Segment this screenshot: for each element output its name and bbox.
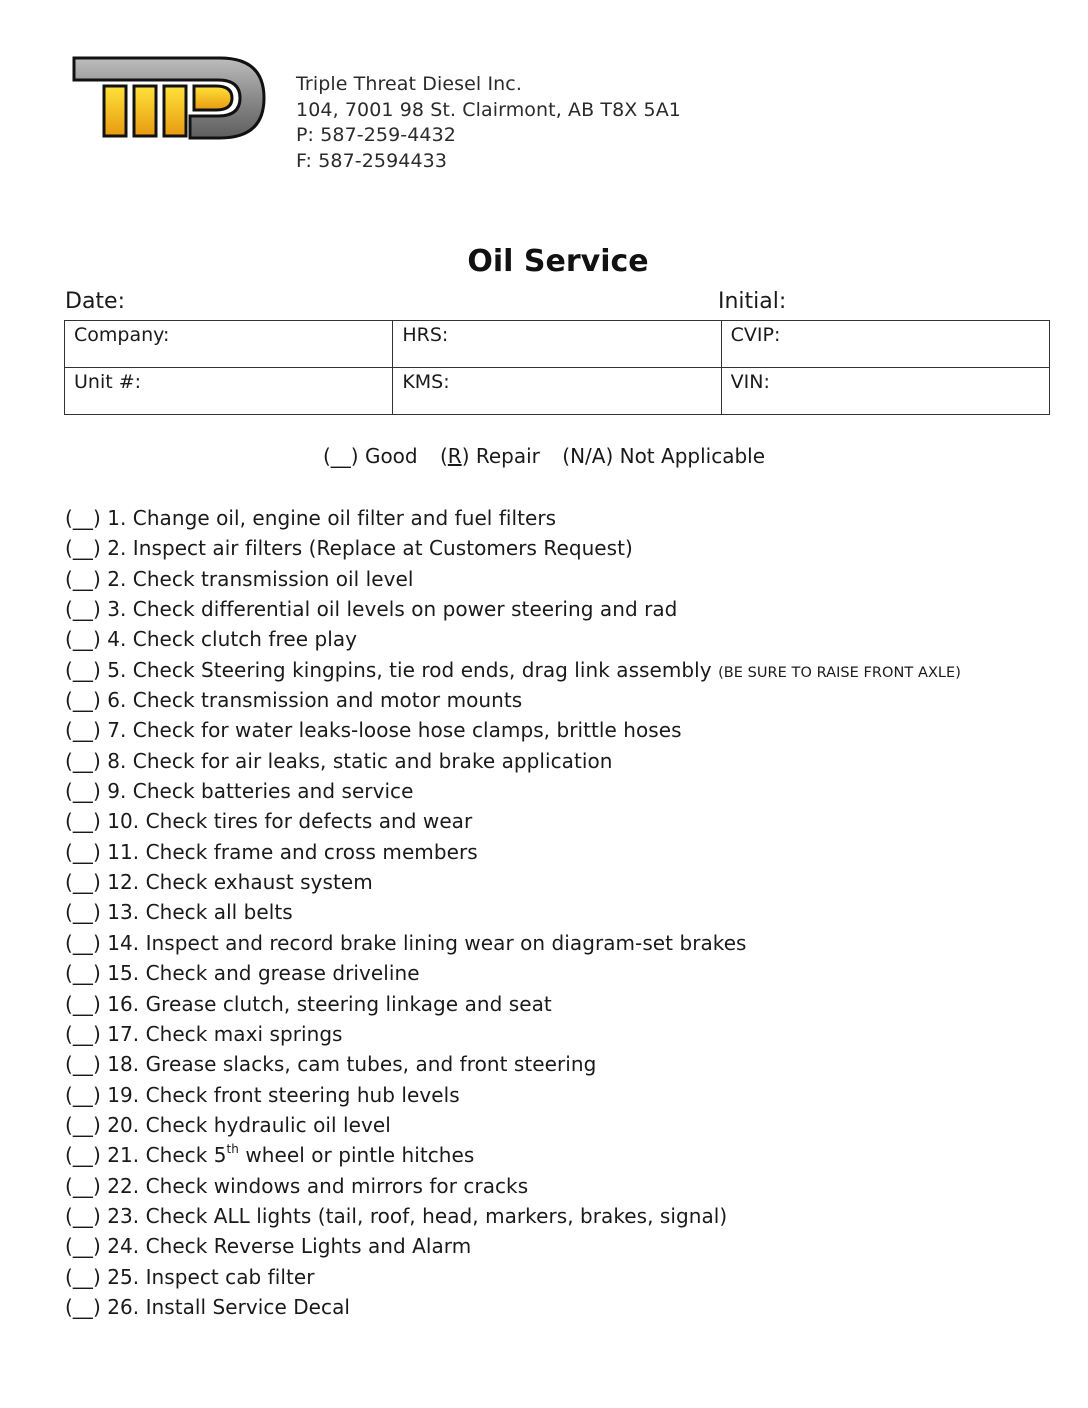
- list-item[interactable]: (__) 26. Install Service Decal: [65, 1294, 350, 1319]
- list-item[interactable]: (__) 14. Inspect and record brake lining wear on diagram-set brakes: [65, 930, 747, 955]
- list-item[interactable]: (__) 25. Inspect cab filter: [65, 1264, 315, 1289]
- company-info: [296, 72, 681, 174]
- hrs-field[interactable]: HRS:: [393, 321, 721, 368]
- list-item[interactable]: (__) 2. Inspect air filters (Replace at Customers Request): [65, 536, 633, 561]
- list-item[interactable]: (__) 21. Check 5th wheel or pintle hitches: [65, 1141, 475, 1168]
- legend-good: (__) Good: [322, 444, 418, 468]
- list-item[interactable]: (__) 1. Change oil, engine oil filter and fuel filters: [65, 506, 557, 530]
- legend-repair: (R) Repair: [439, 444, 540, 468]
- list-item[interactable]: (__) 18. Grease slacks, cam tubes, and front steering: [65, 1052, 597, 1077]
- list-item[interactable]: (__) 19. Check front steering hub levels: [65, 1082, 460, 1107]
- form-title: Oil Service: [467, 244, 649, 279]
- kms-field[interactable]: KMS:: [393, 368, 721, 415]
- vehicle-info-table: [64, 320, 1050, 415]
- vin-field[interactable]: VIN:: [721, 368, 1049, 415]
- company-logo: [70, 54, 268, 142]
- list-item[interactable]: (__) 5. Check Steering kingpins, tie rod ends, drag link assembly (BE SURE TO RAISE FRONT AXLE): [65, 657, 961, 682]
- list-item[interactable]: (__) 11. Check frame and cross members: [65, 839, 478, 864]
- list-item[interactable]: (__) 12. Check exhaust system: [65, 870, 373, 895]
- list-item[interactable]: (__) 17. Check maxi springs: [65, 1021, 343, 1046]
- list-item[interactable]: (__) 8. Check for air leaks, static and brake application: [65, 748, 613, 773]
- table-row: [65, 321, 1050, 368]
- company-address: 104, 7001 98 St. Clairmont, AB T8X 5A1: [296, 98, 681, 121]
- item-note: (BE SURE TO RAISE FRONT AXLE): [718, 664, 961, 681]
- list-item[interactable]: (__) 23. Check ALL lights (tail, roof, head, markers, brakes, signal): [65, 1203, 728, 1228]
- company-fax: F: 587-2594433: [296, 149, 448, 172]
- legend-na: (N/A) Not Applicable: [562, 444, 765, 468]
- service-checklist: [65, 503, 961, 1322]
- list-item[interactable]: (__) 20. Check hydraulic oil level: [65, 1112, 391, 1137]
- list-item[interactable]: (__) 16. Grease clutch, steering linkage and seat: [65, 991, 552, 1016]
- list-item[interactable]: (__) 9. Check batteries and service: [65, 779, 414, 804]
- list-item[interactable]: (__) 22. Check windows and mirrors for cracks: [65, 1173, 529, 1198]
- date-label: Date:: [65, 289, 125, 314]
- list-item[interactable]: (__) 13. Check all belts: [65, 900, 293, 925]
- list-item[interactable]: (__) 2. Check transmission oil level: [65, 566, 414, 591]
- list-item[interactable]: (__) 4. Check clutch free play: [65, 627, 358, 652]
- list-item[interactable]: (__) 6. Check transmission and motor mounts: [65, 688, 523, 713]
- cvip-field[interactable]: CVIP:: [721, 321, 1049, 368]
- list-item[interactable]: (__) 10. Check tires for defects and wear: [65, 809, 473, 834]
- unit-field[interactable]: Unit #:: [65, 368, 393, 415]
- table-row: [65, 368, 1050, 415]
- list-item[interactable]: (__) 15. Check and grease driveline: [65, 961, 420, 986]
- list-item[interactable]: (__) 7. Check for water leaks-loose hose clamps, brittle hoses: [65, 718, 682, 743]
- company-name: Triple Threat Diesel Inc.: [296, 73, 522, 95]
- list-item[interactable]: (__) 24. Check Reverse Lights and Alarm: [65, 1234, 472, 1259]
- company-phone: P: 587-259-4432: [296, 124, 456, 146]
- status-legend: [0, 444, 1088, 468]
- initial-label: Initial:: [718, 289, 787, 314]
- company-field[interactable]: Company:: [65, 321, 393, 368]
- list-item[interactable]: (__) 3. Check differential oil levels on power steering and rad: [65, 597, 678, 622]
